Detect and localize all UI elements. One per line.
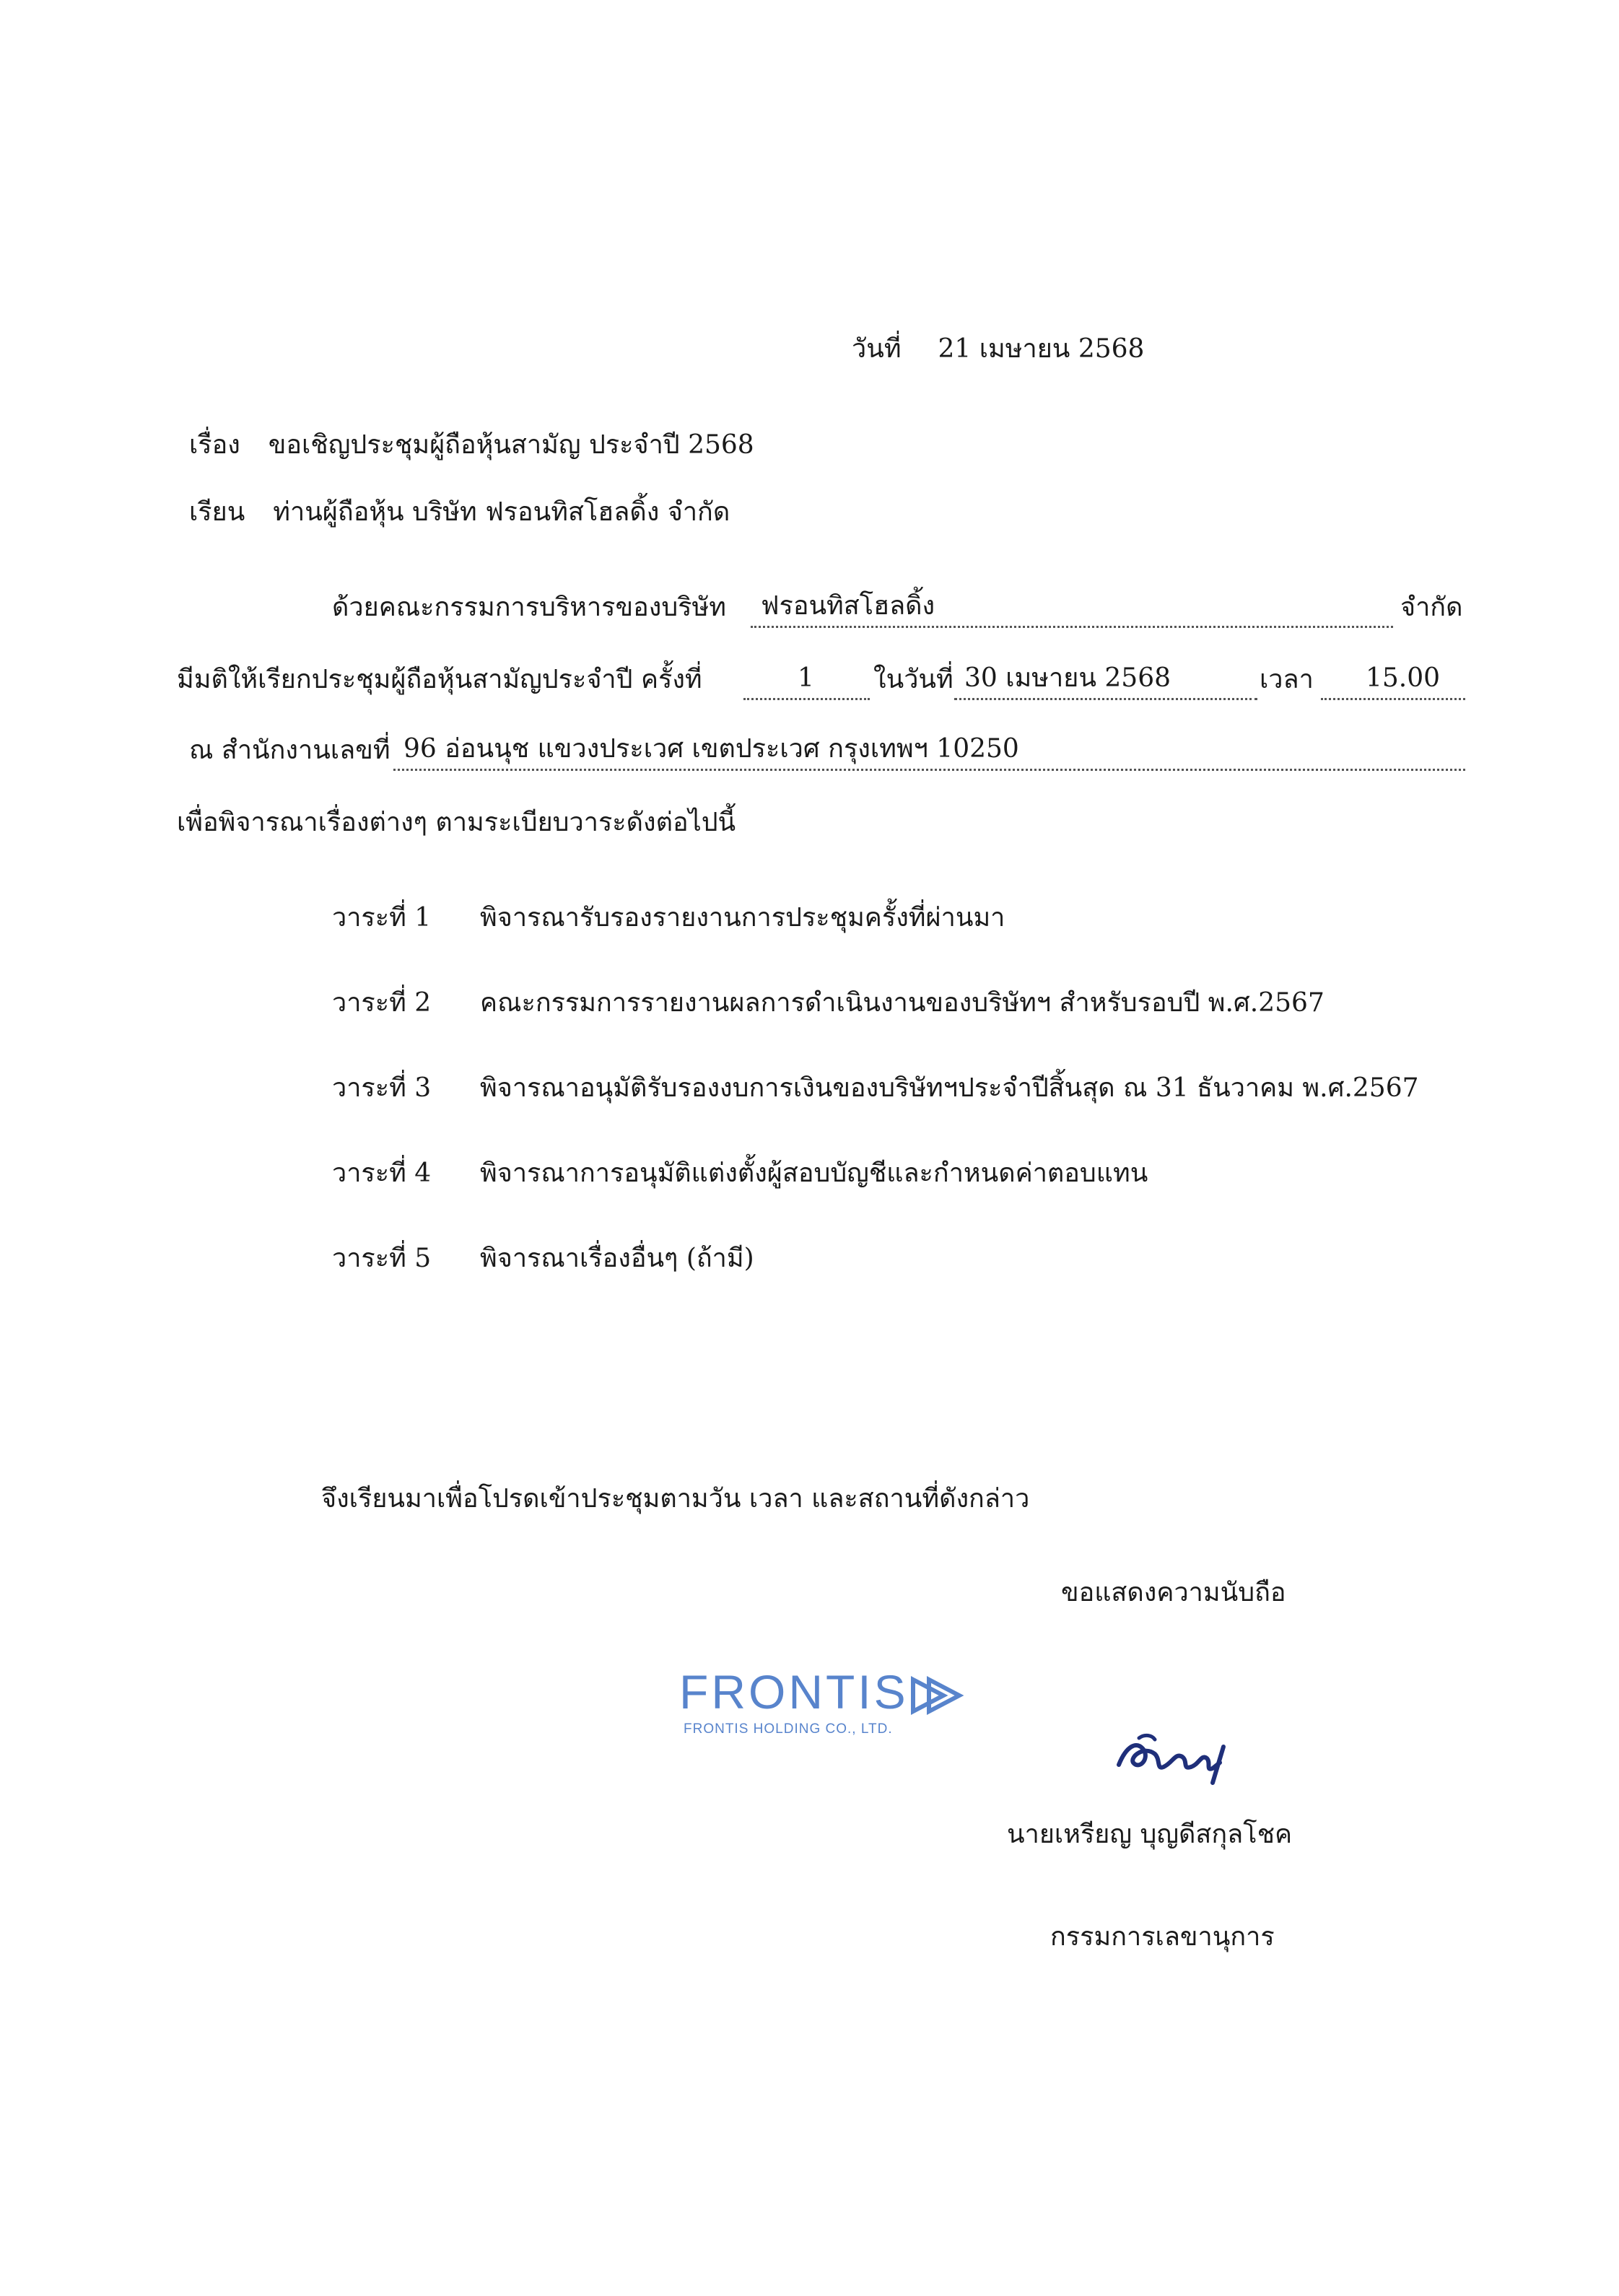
- meeting-date-label: ในวันที่: [873, 665, 953, 694]
- body-line1-prefix: ด้วยคณะกรรมการบริหารของบริษัท: [332, 593, 726, 622]
- date-line: [852, 333, 1144, 365]
- body-line2-prefix: มีมติให้เรียกประชุมผู้ถือหุ้นสามัญประจำปี ครั้งที่: [177, 665, 702, 694]
- meeting-date: 30 เมษายน 2568: [964, 663, 1171, 693]
- agenda-number: วาระที่ 3: [332, 1073, 432, 1103]
- meeting-time-label: เวลา: [1260, 665, 1314, 694]
- meeting-time-field: [1321, 663, 1465, 700]
- subject-label: เรื่อง: [189, 430, 240, 460]
- stamp-subtitle: FRONTIS HOLDING CO., LTD.: [684, 1721, 893, 1737]
- agenda-text: พิจารณาเรื่องอื่นๆ (ถ้ามี): [480, 1244, 754, 1273]
- subject-line: [189, 429, 754, 460]
- recipient-text: ท่านผู้ถือหุ้น บริษัท ฟรอนทิสโฮลดิ้ง จำกัด: [273, 497, 730, 527]
- date-value: 21 เมษายน 2568: [938, 334, 1145, 364]
- recipient-line: [189, 497, 730, 528]
- agenda-text: พิจารณาการอนุมัติแต่งตั้งผู้สอบบัญชีและกำหนดค่าตอบแทน: [480, 1158, 1148, 1188]
- meeting-no-field: [743, 663, 870, 700]
- date-label: วันที่: [852, 334, 902, 364]
- company-name-field: [751, 590, 1393, 628]
- address: 96 อ่อนนุช แขวงประเวศ เขตประเวศ กรุงเทพฯ 10250: [403, 734, 1019, 764]
- meeting-no: 1: [798, 663, 814, 693]
- handwritten-signature: [1104, 1725, 1241, 1790]
- agenda-number: วาระที่ 4: [332, 1158, 432, 1188]
- recipient-label: เรียน: [189, 497, 245, 527]
- body-line4: เพื่อพิจารณาเรื่องต่างๆ ตามระเบียบวาระดังต่อไปนี้: [177, 808, 736, 837]
- agenda-number: วาระที่ 2: [332, 988, 432, 1018]
- body-line3-prefix: ณ สำนักงานเลขที่: [189, 735, 390, 765]
- stamp-brand: FRONTIS: [679, 1665, 909, 1719]
- body-line1-suffix: จำกัด: [1400, 593, 1463, 622]
- agenda-number: วาระที่ 5: [332, 1244, 432, 1273]
- closing-text: จึงเรียนมาเพื่อโปรดเข้าประชุมตามวัน เวลา และสถานที่ดังกล่าว: [321, 1484, 1030, 1514]
- signatory-title: กรรมการเลขานุการ: [1050, 1922, 1275, 1952]
- agenda-number: วาระที่ 1: [332, 903, 432, 933]
- regards-text: ขอแสดงความนับถือ: [1061, 1578, 1286, 1607]
- meeting-date-field: [954, 663, 1257, 700]
- company-name: ฟรอนทิสโฮลดิ้ง: [761, 591, 935, 621]
- agenda-text: พิจารณาอนุมัติรับรองงบการเงินของบริษัทฯประจำปีสิ้นสุด ณ 31 ธันวาคม พ.ศ.2567: [480, 1073, 1419, 1103]
- signatory-name: นายเหรียญ บุญดีสกุลโชค: [1007, 1820, 1293, 1849]
- subject-text: ขอเชิญประชุมผู้ถือหุ้นสามัญ ประจำปี 2568: [268, 430, 754, 460]
- address-field: [393, 733, 1465, 771]
- agenda-text: พิจารณารับรองรายงานการประชุมครั้งที่ผ่านมา: [480, 903, 1005, 933]
- agenda-text: คณะกรรมการรายงานผลการดำเนินงานของบริษัทฯ สำหรับรอบปี พ.ศ.2567: [480, 988, 1325, 1018]
- company-stamp-logo: [675, 1664, 978, 1743]
- meeting-time: 15.00: [1366, 663, 1441, 693]
